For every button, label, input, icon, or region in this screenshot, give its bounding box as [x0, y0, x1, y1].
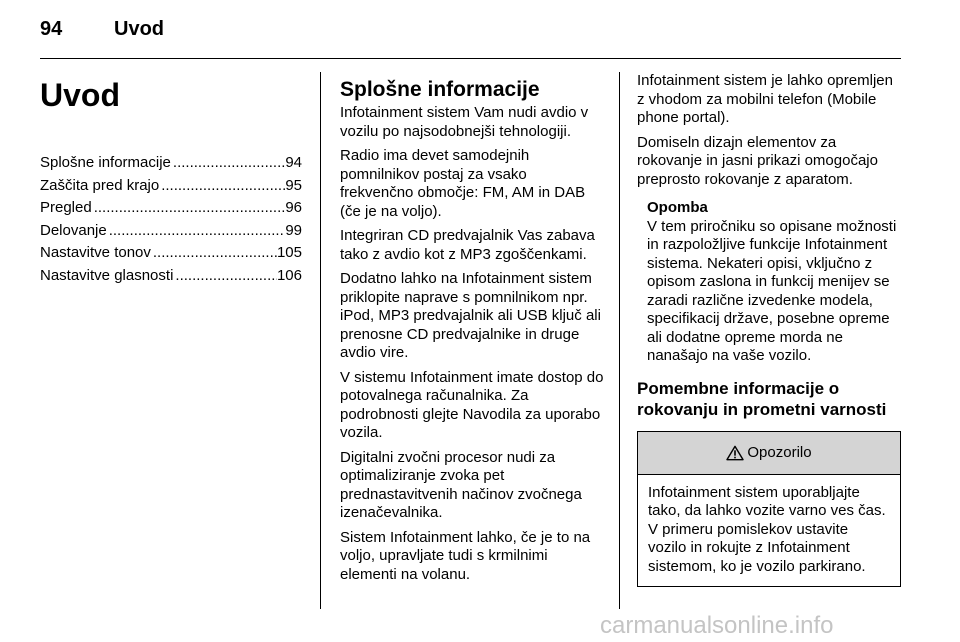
toc-entry-nastavitve-tonov[interactable] — [40, 242, 302, 265]
toc-leader — [159, 175, 285, 198]
subheading: Pomembne informacije o rokovanju in prometni varnosti — [637, 378, 887, 419]
warning-header — [638, 432, 900, 475]
chapter-title: Uvod — [40, 77, 120, 113]
warning-title: Opozorilo — [747, 444, 812, 461]
right-column — [637, 72, 901, 587]
toc-label: Nastavitve tonov — [40, 244, 151, 262]
toc-page: 106 — [276, 266, 302, 284]
note-text: V tem priročniku so opisane možnosti in razpoložljive funkcije Infotainment sistema. Nekateri opisi, vključno z opisom zaslona in funkcij menijev se zaradi različne izvedenke modela, specifikacij države, posebne opreme ali dodatne opreme morda ne nanašajo na vaše vozilo. — [647, 217, 897, 364]
warning-text: Infotainment sistem uporabljajte tako, da lahko vozite varno ves čas. V primeru pomislekov ustavite vozilo in rokujte z Infotainment sistemom, ko je vozilo parkirano. — [648, 483, 886, 575]
running-header: Uvod — [114, 18, 164, 40]
toc-entry-delovanje[interactable] — [40, 220, 302, 243]
watermark: carmanualsonline.info — [600, 612, 834, 639]
paragraph: Digitalni zvočni procesor nudi za optimaliziranje zvoka pet prednastavitvenih načinov zvočnega izenačevalnika. — [340, 448, 582, 521]
paragraph: Infotainment sistem je lahko opremljen z vhodom za mobilni telefon (Mobile phone portal). — [637, 72, 893, 126]
table-of-contents — [40, 152, 302, 288]
toc-label: Zaščita pred krajo — [40, 176, 160, 194]
note-title: Opomba — [647, 199, 708, 216]
paragraph: Dodatno lahko na Infotainment sistem priklopite naprave s pomnilnikom npr. iPod, MP3 predvajalnik ali USB ključ ali prenosne CD predvajalnike in druge avdio vire. — [340, 270, 601, 361]
toc-label: Splošne informacije — [40, 154, 171, 171]
paragraph: Integriran CD predvajalnik Vas zabava tako z avdio kot z MP3 zgoščenkami. — [340, 227, 595, 263]
warning-box — [637, 431, 901, 588]
toc-leader — [107, 220, 286, 243]
toc-page: 94 — [285, 154, 302, 171]
paragraph: Radio ima devet samodejnih pomnilnikov postaj za vsako frekvenčno območje: FM, AM in DAB (če je na voljo). — [340, 147, 586, 220]
paragraph: Infotainment sistem Vam nudi avdio v vozilu po najsodobnejši tehnologiji. — [340, 104, 589, 140]
paragraph: Domiseln dizajn elementov za rokovanje in jasni prikazi omogočajo preprosto rokovanje z aparatom. — [637, 133, 878, 188]
paragraph: Sistem Infotainment lahko, če je to na voljo, upravljate tudi s krmilnimi elementi na volanu. — [340, 528, 591, 583]
header-rule — [40, 58, 901, 59]
warning-triangle-icon — [726, 445, 744, 461]
toc-leader — [151, 242, 277, 265]
toc-entry-nastavitve-glasnosti[interactable] — [40, 265, 302, 288]
toc-page: 95 — [285, 176, 302, 194]
toc-leader — [171, 152, 285, 175]
toc-page: 99 — [285, 221, 302, 239]
toc-leader — [92, 197, 286, 220]
note-block — [637, 199, 901, 366]
toc-column — [40, 72, 302, 288]
toc-label: Delovanje — [40, 221, 107, 239]
toc-page: 105 — [276, 244, 302, 262]
toc-entry-pregled[interactable] — [40, 197, 302, 220]
toc-entry-splosne-informacije[interactable] — [40, 152, 302, 175]
toc-entry-zascita-pred-krajo[interactable] — [40, 175, 302, 198]
section-heading: Splošne informacije — [340, 78, 540, 101]
middle-column — [340, 72, 604, 590]
toc-label: Nastavitve glasnosti — [40, 266, 174, 284]
paragraph: V sistemu Infotainment imate dostop do potovalnega računalnika. Za podrobnosti glejte Navodila za uporabo vozila. — [340, 368, 604, 441]
toc-leader — [173, 265, 277, 288]
column-divider-1 — [320, 72, 321, 609]
page-number: 94 — [40, 18, 63, 40]
toc-page: 96 — [285, 199, 302, 217]
toc-label: Pregled — [40, 199, 92, 217]
column-divider-2 — [619, 72, 620, 609]
